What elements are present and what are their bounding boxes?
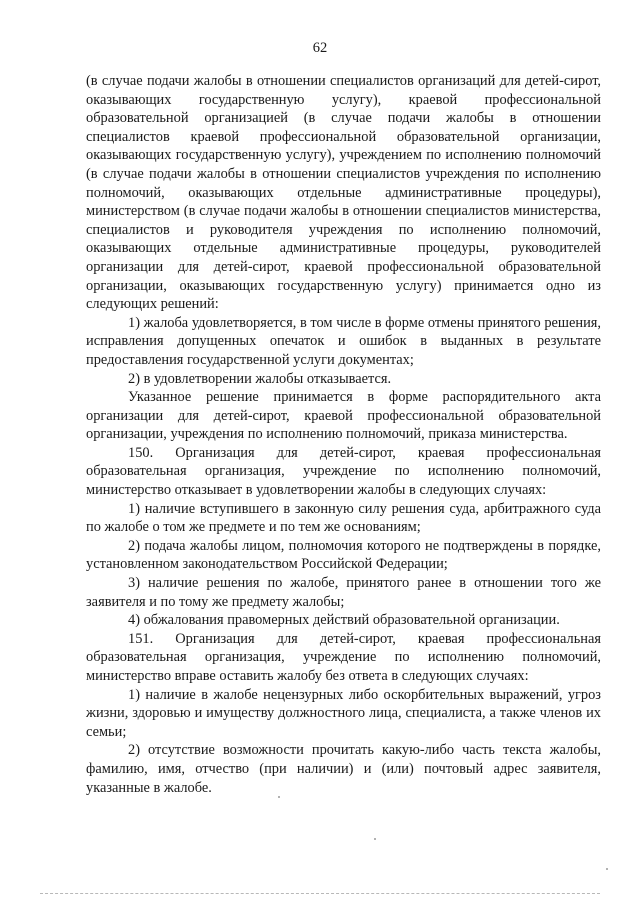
paragraph-continuation: (в случае подачи жалобы в отношении специалистов организаций для детей-сирот, оказывающих государственную услугу), краевой профессиональной образовательной организацией (в случае подачи жалобы в отношении специалистов краевой профессиональной образовательной организации, оказывающих государственную услугу), учреждением по исполнению полномочий (в случае подачи жалобы в отношении специалистов учреждения по исполнению полномочий, оказывающих отдельные административные процедуры), министерством (в случае подачи жалобы в отношении специалистов министерства, специалистов и руководителя учреждения по исполнению полномочий, оказывающих отдельные административные процедуры, руководителей организации для детей-сирот, краевой профессиональной образовательной организации, оказывающих государственную услугу) принимается одно из следующих решений:: [86, 73, 601, 313]
paragraph-clause-151: 151. Организация для детей-сирот, краевая профессиональная образовательная организация, учреждение по исполнению полномочий, министерство вправе оставить жалобу без ответа в следующих случаях:: [86, 630, 601, 684]
paragraph-151-item-1: 1) наличие в жалобе нецензурных либо оскорбительных выражений, угроз жизни, здоровью и имуществу должностного лица, специалиста, а также членов их семьи;: [86, 686, 601, 740]
scan-speck: [278, 796, 280, 798]
document-body: [86, 72, 601, 797]
paragraph-150-item-3: 3) наличие решения по жалобе, принятого ранее в отношении того же заявителя и по тому же предмету жалобы;: [86, 575, 601, 610]
page-number: 62: [312, 40, 328, 56]
scan-speck: [606, 868, 608, 870]
paragraph-150-item-4: 4) обжалования правомерных действий образовательной организации.: [128, 612, 560, 629]
paragraph-151-item-2: 2) отсутствие возможности прочитать какую-либо часть текста жалобы, фамилию, имя, отчество (при наличии) и (или) почтовый адрес заявителя, указанные в жалобе.: [86, 742, 601, 796]
paragraph-clause-150: 150. Организация для детей-сирот, краевая профессиональная образовательная организация, учреждение по исполнению полномочий, министерство отказывает в удовлетворении жалобы в следующих случаях:: [86, 444, 601, 499]
paragraph-decision-form: Указанное решение принимается в форме распорядительного акта организации для детей-сирот, краевой профессиональной образовательной организации, учреждения по исполнению полномочий, приказа министерства.: [86, 389, 601, 443]
scan-speck: [374, 838, 376, 840]
paragraph-decision-2: 2) в удовлетворении жалобы отказывается.: [128, 370, 392, 387]
paragraph-150-item-1: 1) наличие вступившего в законную силу решения суда, арбитражного суда по жалобе о том же предмете и по тем же основаниям;: [86, 500, 601, 536]
paragraph-decision-1: 1) жалоба удовлетворяется, в том числе в форме отмены принятого решения, исправления допущенных опечаток и ошибок в выданных в результате предоставления государственной услуги документах;: [86, 314, 601, 368]
paragraph-150-item-2: 2) подача жалобы лицом, полномочия которого не подтверждены в порядке, установленном законодательством Российской Федерации;: [86, 537, 601, 573]
scan-edge-line: [40, 893, 600, 894]
